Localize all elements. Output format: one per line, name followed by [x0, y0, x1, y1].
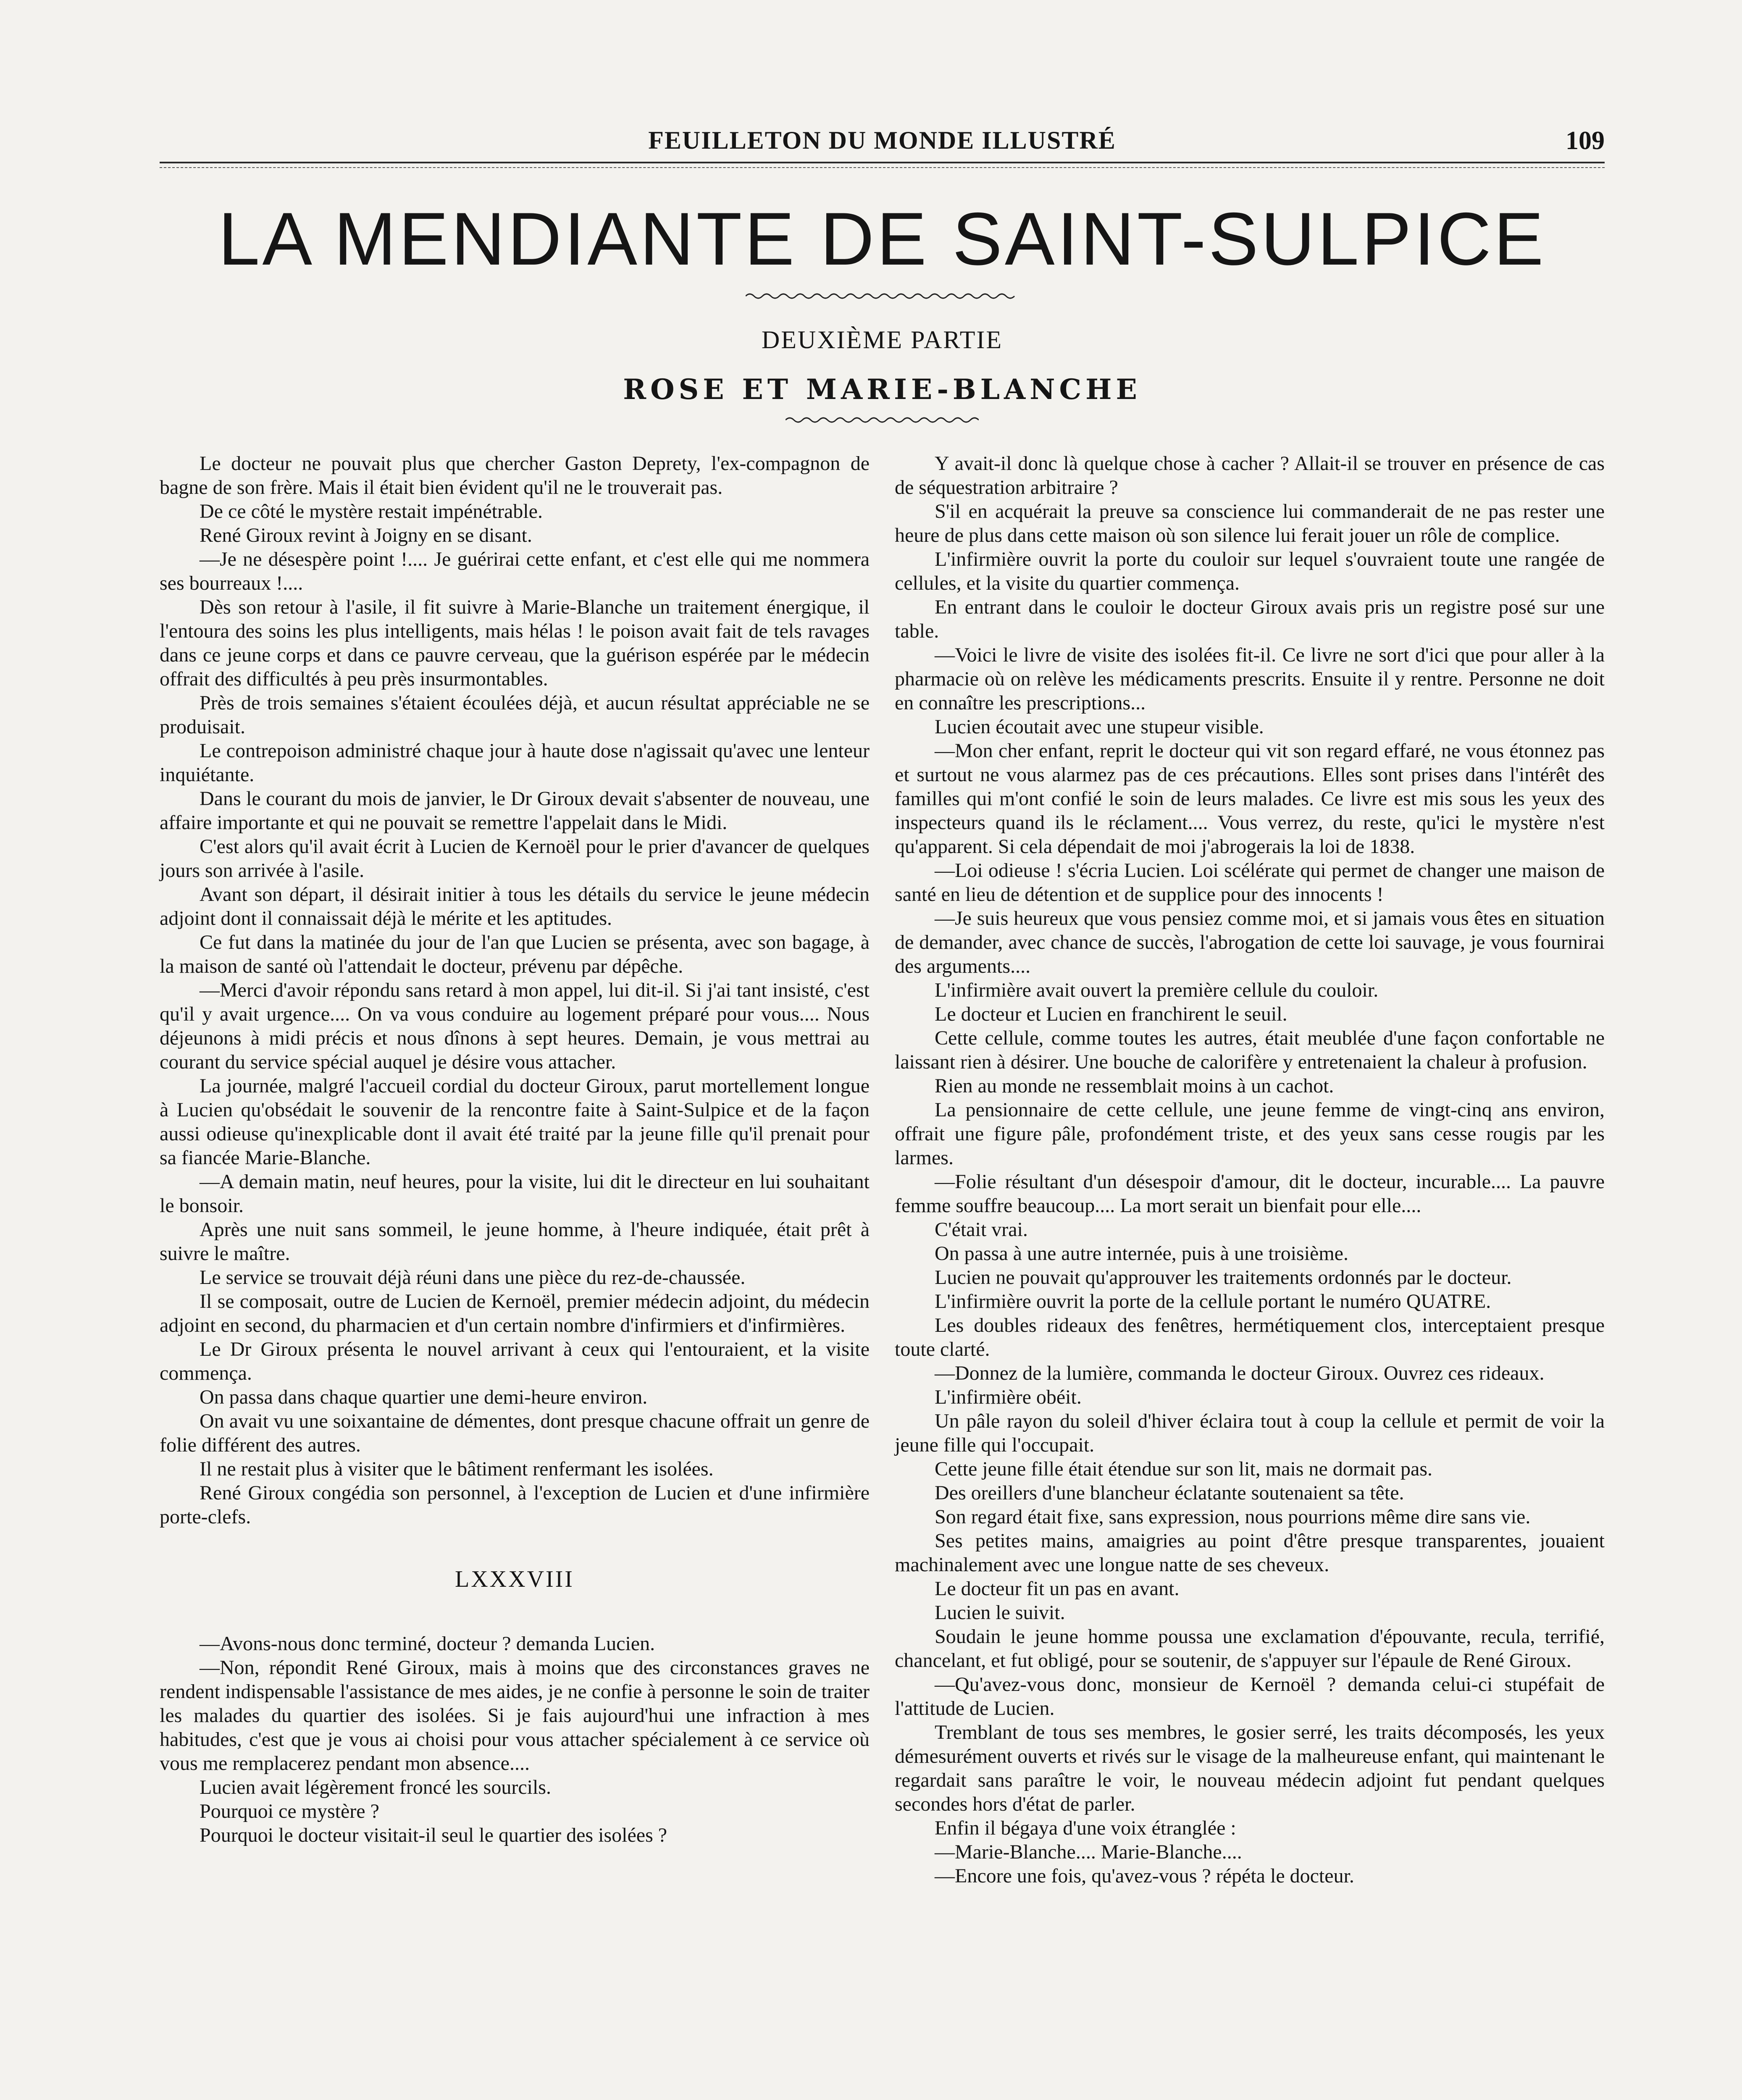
paragraph: Cette cellule, comme toutes les autres, était meublée d'une façon confortable ne laissant rien à désirer. Une bouche de calorifère y entretenaient la chaleur à profusion.	[895, 1027, 1605, 1073]
paragraph: Il ne restait plus à visiter que le bâtiment renfermant les isolées.	[200, 1458, 714, 1480]
paragraph: Ce fut dans la matinée du jour de l'an que Lucien se présenta, avec son bagage, à la maison de santé où l'attendait le docteur, prévenu par dépêche.	[160, 931, 870, 977]
paragraph: Son regard était fixe, sans expression, nous pourrions même dire sans vie.	[935, 1506, 1531, 1528]
paragraph: —Je ne désespère point !.... Je guérirai cette enfant, et c'est elle qui me nommera ses bourreaux !....	[160, 548, 870, 594]
paragraph: Ses petites mains, amaigries au point d'être presque transparentes, jouaient machinalement avec une longue natte de ses cheveux.	[895, 1530, 1605, 1576]
header-rule-dashed	[160, 167, 1605, 168]
running-title: FEUILLETON DU MONDE ILLUSTRÉ	[648, 126, 1116, 154]
paragraph: Le docteur fit un pas en avant.	[935, 1578, 1180, 1600]
paragraph: —Avons-nous donc terminé, docteur ? demanda Lucien.	[200, 1633, 655, 1655]
paragraph: C'est alors qu'il avait écrit à Lucien de Kernoël pour le prier d'avancer de quelques jours son arrivée à l'asile.	[160, 835, 870, 882]
paragraph: Lucien avait légèrement froncé les sourcils.	[200, 1776, 551, 1798]
paragraph: —Folie résultant d'un désespoir d'amour, dit le docteur, incurable.... La pauvre femme souffre beaucoup.... La mort serait un bienfait pour elle....	[895, 1171, 1605, 1217]
paragraph: Pourquoi le docteur visitait-il seul le quartier des isolées ?	[200, 1824, 667, 1846]
part-subtitle: ROSE ET MARIE-BLANCHE	[623, 373, 1141, 406]
paragraph: La journée, malgré l'accueil cordial du docteur Giroux, parut mortellement longue à Lucien qu'obsédait le souvenir de la rencontre faite à Saint-Sulpice et de la façon aussi odieuse qu'inexplicable dont il avait été traité par la jeune fille qu'il prenait pour sa fiancée Marie-Blanche.	[160, 1075, 870, 1169]
paragraph: —Je suis heureux que vous pensiez comme moi, et si jamais vous êtes en situation de demander, avec chance de succès, l'abrogation de cette loi sauvage, je vous fournirai des arguments....	[895, 907, 1605, 977]
paragraph: —Loi odieuse ! s'écria Lucien. Loi scélérate qui permet de changer une maison de santé en lieu de détention et de supplice pour des innocents !	[895, 859, 1605, 906]
paragraph: Dès son retour à l'asile, il fit suivre à Marie-Blanche un traitement énergique, il l'entoura des soins les plus intelligents, mais hélas ! le poison avait fait de tels ravages dans ce jeune corps et dans ce pauvre cerveau, que la guérison espérée par le médecin offrait des difficultés à peu près insurmontables.	[160, 596, 870, 690]
paragraph: Cette jeune fille était étendue sur son lit, mais ne dormait pas.	[935, 1458, 1432, 1480]
paragraph: On avait vu une soixantaine de démentes, dont presque chacune offrait un genre de folie différent des autres.	[160, 1410, 870, 1456]
paragraph: De ce côté le mystère restait impénétrable.	[200, 500, 543, 522]
page-number: 109	[1566, 126, 1605, 155]
paragraph: —Donnez de la lumière, commanda le docteur Giroux. Ouvrez ces rideaux.	[935, 1362, 1545, 1384]
story-title: LA MENDIANTE DE SAINT-SULPICE	[218, 197, 1546, 281]
paragraph: Les doubles rideaux des fenêtres, hermétiquement clos, interceptaient presque toute clarté.	[895, 1314, 1605, 1360]
paragraph: Enfin il bégaya d'une voix étranglée :	[935, 1817, 1236, 1839]
paragraph: Y avait-il donc là quelque chose à cacher ? Allait-il se trouver en présence de cas de séquestration arbitraire ?	[895, 452, 1605, 499]
paragraph: L'infirmière obéit.	[935, 1386, 1082, 1408]
paragraph: René Giroux revint à Joigny en se disant.	[200, 524, 532, 546]
paragraph: On passa dans chaque quartier une demi-heure environ.	[200, 1386, 648, 1408]
paragraph: Des oreillers d'une blancheur éclatante soutenaient sa tête.	[935, 1482, 1404, 1504]
paragraph: Près de trois semaines s'étaient écoulées déjà, et aucun résultat appréciable ne se produisait.	[160, 692, 870, 738]
paragraph: —Voici le livre de visite des isolées fit-il. Ce livre ne sort d'ici que pour aller à la pharmacie où on relève les médicaments prescrits. Ensuite il y rentre. Personne ne doit en connaître les prescriptions...	[895, 644, 1605, 714]
paragraph: Lucien ne pouvait qu'approuver les traitements ordonnés par le docteur.	[935, 1266, 1512, 1289]
paragraph: Rien au monde ne ressemblait moins à un cachot.	[935, 1075, 1334, 1097]
paragraph: Tremblant de tous ses membres, le gosier serré, les traits décomposés, les yeux démesurément ouverts et rivés sur le visage de la malheureuse enfant, qui maintenant le regardait sans paraître le voir, le nouveau médecin adjoint fut pendant quelques secondes hors d'état de parler.	[895, 1721, 1605, 1815]
paragraph: L'infirmière ouvrit la porte de la cellule portant le numéro QUATRE.	[935, 1290, 1491, 1312]
paragraph: L'infirmière ouvrit la porte du couloir sur lequel s'ouvraient toute une rangée de cellules, et la visite du quartier commença.	[895, 548, 1605, 594]
paragraph: S'il en acquérait la preuve sa conscience lui commanderait de ne pas rester une heure de plus dans cette maison où son silence lui ferait jouer un rôle de complice.	[895, 500, 1605, 546]
paragraph: —Mon cher enfant, reprit le docteur qui vit son regard effaré, ne vous étonnez pas et surtout ne vous alarmez pas de ces précautions. Elles sont prises dans l'intérêt des familles qui m'ont confié le soin de leurs malades. Ce livre est mis sous les yeux des inspecteurs quand ils le réclament.... Vous verrez, du reste, qu'ici le mystère n'est qu'apparent. Si cela dépendait de moi j'abrogerais la loi de 1838.	[895, 740, 1605, 858]
paragraph: Lucien écoutait avec une stupeur visible.	[935, 716, 1264, 738]
paragraph: —Encore une fois, qu'avez-vous ? répéta le docteur.	[935, 1865, 1354, 1887]
paragraph: —A demain matin, neuf heures, pour la visite, lui dit le directeur en lui souhaitant le bonsoir.	[160, 1171, 870, 1217]
paragraph: On passa à une autre internée, puis à une troisième.	[935, 1242, 1348, 1265]
paragraph: En entrant dans le couloir le docteur Giroux avais pris un registre posé sur une table.	[895, 596, 1605, 642]
paragraph: —Merci d'avoir répondu sans retard à mon appel, lui dit-il. Si j'ai tant insisté, c'est qu'il y avait urgence.... On va vous conduire au logement préparé pour vous.... Nous déjeunons à midi précis et nous dînons à sept heures. Demain, je vous mettrai au courant du service spécial auquel je désire vous attacher.	[160, 979, 870, 1073]
paragraph: René Giroux congédia son personnel, à l'exception de Lucien et d'une infirmière porte-clefs.	[160, 1482, 870, 1528]
paragraph: Avant son départ, il désirait initier à tous les détails du service le jeune médecin adjoint dont il connaissait déjà le mérite et les aptitudes.	[160, 883, 870, 929]
paragraph: Après une nuit sans sommeil, le jeune homme, à l'heure indiquée, était prêt à suivre le maître.	[160, 1218, 870, 1265]
paragraph: —Non, répondit René Giroux, mais à moins que des circonstances graves ne rendent indispensable l'assistance de mes aides, je ne confie à personne le soin de traiter les malades du quartier des isolées. Si je fais aujourd'hui une infraction à mes habitudes, c'est que je vous ai choisi pour vous attacher spécialement à ce service où vous me remplacerez pendant mon absence....	[160, 1656, 870, 1774]
paragraph: Dans le courant du mois de janvier, le Dr Giroux devait s'absenter de nouveau, une affaire importante et qui ne pouvait se remettre l'appelait dans le Midi.	[160, 788, 870, 834]
paragraph: Le contrepoison administré chaque jour à haute dose n'agissait qu'avec une lenteur inquiétante.	[160, 740, 870, 786]
paragraph: C'était vrai.	[935, 1218, 1028, 1241]
paragraph: Le service se trouvait déjà réuni dans une pièce du rez-de-chaussée.	[200, 1266, 746, 1289]
paragraph: Soudain le jeune homme poussa une exclamation d'épouvante, recula, terrifié, chancelant, et fut obligé, pour se soutenir, de s'appuyer sur l'épaule de René Giroux.	[895, 1625, 1605, 1672]
title-ornament	[746, 290, 1019, 302]
right-column	[895, 452, 1605, 1888]
paragraph: Pourquoi ce mystère ?	[200, 1800, 379, 1822]
header-rule	[160, 162, 1605, 163]
paragraph: —Marie-Blanche.... Marie-Blanche....	[935, 1841, 1242, 1863]
subtitle-ornament	[786, 414, 979, 426]
paragraph: La pensionnaire de cette cellule, une jeune femme de vingt-cinq ans environ, offrait une figure pâle, profondément triste, et des yeux sans cesse rougis par les larmes.	[895, 1099, 1605, 1169]
left-column	[160, 452, 870, 1847]
running-head	[160, 126, 1605, 155]
paragraph: Il se composait, outre de Lucien de Kernoël, premier médecin adjoint, du médecin adjoint en second, du pharmacien et d'un certain nombre d'infirmiers et d'infirmières.	[160, 1290, 870, 1336]
paragraph: Lucien le suivit.	[935, 1601, 1065, 1624]
part-label: DEUXIÈME PARTIE	[761, 326, 1003, 354]
paragraph: Le Dr Giroux présenta le nouvel arrivant à ceux qui l'entouraient, et la visite commença.	[160, 1338, 870, 1384]
chapter-heading: LXXXVIII	[455, 1566, 574, 1592]
paragraph: L'infirmière avait ouvert la première cellule du couloir.	[935, 979, 1379, 1001]
paragraph: —Qu'avez-vous donc, monsieur de Kernoël ? demanda celui-ci stupéfait de l'attitude de Lucien.	[895, 1673, 1605, 1719]
paragraph: Un pâle rayon du soleil d'hiver éclaira tout à coup la cellule et permit de voir la jeune fille qui l'occupait.	[895, 1410, 1605, 1456]
paragraph: Le docteur et Lucien en franchirent le seuil.	[935, 1003, 1287, 1025]
paragraph: Le docteur ne pouvait plus que chercher Gaston Deprety, l'ex-compagnon de bagne de son frère. Mais il était bien évident qu'il ne le trouverait pas.	[160, 452, 870, 499]
